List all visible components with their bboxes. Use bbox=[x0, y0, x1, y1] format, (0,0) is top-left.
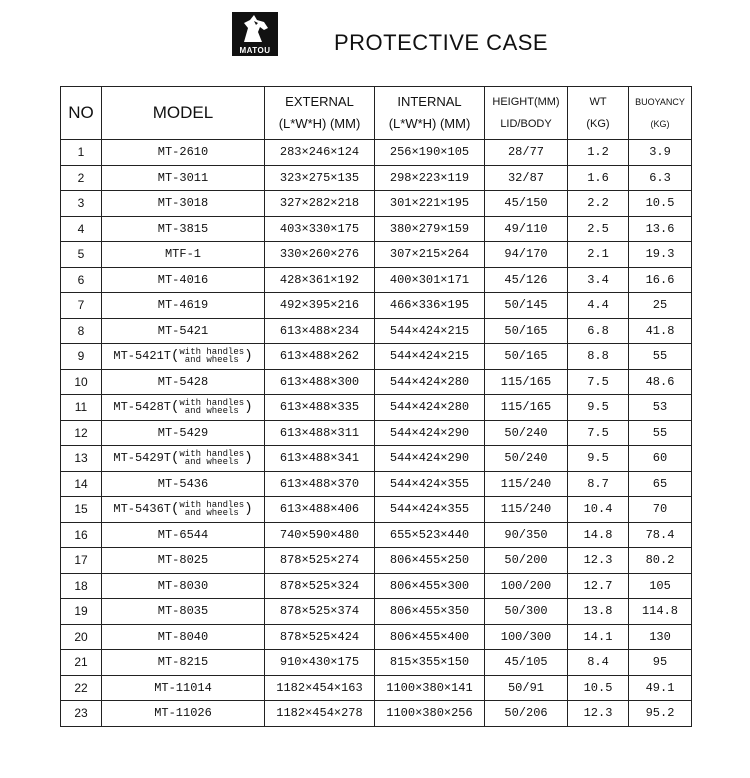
cell-external: 403×330×175 bbox=[265, 216, 375, 242]
cell-wt: 14.1 bbox=[568, 624, 629, 650]
cell-external: 878×525×374 bbox=[265, 599, 375, 625]
cell-wt: 9.5 bbox=[568, 446, 629, 472]
cell-external: 613×488×341 bbox=[265, 446, 375, 472]
cell-internal: 400×301×171 bbox=[375, 267, 485, 293]
cell-wt: 4.4 bbox=[568, 293, 629, 319]
cell-internal: 815×355×150 bbox=[375, 650, 485, 676]
cell-internal: 806×455×300 bbox=[375, 573, 485, 599]
table-row bbox=[61, 548, 692, 574]
cell-buoyancy: 19.3 bbox=[629, 242, 692, 268]
cell-wt: 7.5 bbox=[568, 369, 629, 395]
table-row bbox=[61, 318, 692, 344]
cell-external: 613×488×262 bbox=[265, 344, 375, 370]
table-row bbox=[61, 369, 692, 395]
cell-model: MT-8025 bbox=[102, 548, 265, 574]
cell-external: 613×488×370 bbox=[265, 471, 375, 497]
cell-wt: 2.2 bbox=[568, 191, 629, 217]
cell-model: MT-4619 bbox=[102, 293, 265, 319]
table-row bbox=[61, 191, 692, 217]
table-row bbox=[61, 267, 692, 293]
cell-model: MT-8215 bbox=[102, 650, 265, 676]
cell-buoyancy: 49.1 bbox=[629, 675, 692, 701]
cell-buoyancy: 95.2 bbox=[629, 701, 692, 727]
header-model: MODEL bbox=[102, 87, 265, 140]
table-row bbox=[61, 650, 692, 676]
cell-wt: 3.4 bbox=[568, 267, 629, 293]
cell-buoyancy: 78.4 bbox=[629, 522, 692, 548]
brand-logo bbox=[232, 12, 278, 56]
cell-buoyancy: 55 bbox=[629, 344, 692, 370]
cell-height: 100/200 bbox=[485, 573, 568, 599]
cell-buoyancy: 25 bbox=[629, 293, 692, 319]
cell-internal: 544×424×280 bbox=[375, 395, 485, 421]
cell-internal: 544×424×280 bbox=[375, 369, 485, 395]
cell-external: 1182×454×163 bbox=[265, 675, 375, 701]
cell-no: 8 bbox=[61, 318, 102, 344]
cell-model: MT-6544 bbox=[102, 522, 265, 548]
cell-internal: 806×455×350 bbox=[375, 599, 485, 625]
cell-height: 50/145 bbox=[485, 293, 568, 319]
cell-buoyancy: 48.6 bbox=[629, 369, 692, 395]
cell-external: 878×525×324 bbox=[265, 573, 375, 599]
cell-model: MT-5429 bbox=[102, 420, 265, 446]
cell-wt: 7.5 bbox=[568, 420, 629, 446]
header-internal: INTERNAL (L*W*H) (MM) bbox=[375, 87, 485, 140]
cell-no: 3 bbox=[61, 191, 102, 217]
cell-external: 878×525×424 bbox=[265, 624, 375, 650]
cell-wt: 12.7 bbox=[568, 573, 629, 599]
cell-no: 13 bbox=[61, 446, 102, 472]
cell-wt: 12.3 bbox=[568, 701, 629, 727]
cell-internal: 466×336×195 bbox=[375, 293, 485, 319]
cell-wt: 10.5 bbox=[568, 675, 629, 701]
cell-external: 283×246×124 bbox=[265, 140, 375, 166]
cell-buoyancy: 60 bbox=[629, 446, 692, 472]
cell-buoyancy: 105 bbox=[629, 573, 692, 599]
table-row bbox=[61, 701, 692, 727]
cell-model: MT-3815 bbox=[102, 216, 265, 242]
cell-external: 492×395×216 bbox=[265, 293, 375, 319]
cell-height: 45/105 bbox=[485, 650, 568, 676]
table-row bbox=[61, 599, 692, 625]
cell-height: 50/200 bbox=[485, 548, 568, 574]
cell-no: 9 bbox=[61, 344, 102, 370]
spec-table bbox=[60, 86, 692, 727]
cell-height: 45/150 bbox=[485, 191, 568, 217]
cell-external: 323×275×135 bbox=[265, 165, 375, 191]
table-row bbox=[61, 675, 692, 701]
header-no: NO bbox=[61, 87, 102, 140]
cell-wt: 6.8 bbox=[568, 318, 629, 344]
cell-external: 330×260×276 bbox=[265, 242, 375, 268]
cell-no: 12 bbox=[61, 420, 102, 446]
cell-buoyancy: 95 bbox=[629, 650, 692, 676]
cell-wt: 2.1 bbox=[568, 242, 629, 268]
cell-height: 115/240 bbox=[485, 471, 568, 497]
cell-no: 14 bbox=[61, 471, 102, 497]
cell-model: MT-5429T( with handles and wheels ) bbox=[102, 446, 265, 472]
cell-model: MT-5428 bbox=[102, 369, 265, 395]
cell-no: 19 bbox=[61, 599, 102, 625]
cell-wt: 12.3 bbox=[568, 548, 629, 574]
cell-external: 613×488×406 bbox=[265, 497, 375, 523]
cell-no: 7 bbox=[61, 293, 102, 319]
cell-buoyancy: 114.8 bbox=[629, 599, 692, 625]
cell-height: 50/206 bbox=[485, 701, 568, 727]
table-row bbox=[61, 140, 692, 166]
cell-wt: 8.8 bbox=[568, 344, 629, 370]
cell-internal: 380×279×159 bbox=[375, 216, 485, 242]
cell-no: 20 bbox=[61, 624, 102, 650]
cell-buoyancy: 6.3 bbox=[629, 165, 692, 191]
cell-height: 50/240 bbox=[485, 446, 568, 472]
table-row bbox=[61, 216, 692, 242]
cell-no: 10 bbox=[61, 369, 102, 395]
table-row bbox=[61, 573, 692, 599]
table-row bbox=[61, 471, 692, 497]
cell-buoyancy: 13.6 bbox=[629, 216, 692, 242]
cell-no: 4 bbox=[61, 216, 102, 242]
cell-height: 49/110 bbox=[485, 216, 568, 242]
cell-height: 115/165 bbox=[485, 395, 568, 421]
horse-head-icon bbox=[238, 14, 272, 44]
handles-wheels-note: with handles and wheels bbox=[179, 500, 245, 519]
cell-buoyancy: 65 bbox=[629, 471, 692, 497]
brand-name: MATOU bbox=[239, 46, 271, 55]
cell-buoyancy: 80.2 bbox=[629, 548, 692, 574]
cell-buoyancy: 3.9 bbox=[629, 140, 692, 166]
cell-wt: 14.8 bbox=[568, 522, 629, 548]
cell-wt: 13.8 bbox=[568, 599, 629, 625]
cell-model: MT-5421 bbox=[102, 318, 265, 344]
cell-buoyancy: 41.8 bbox=[629, 318, 692, 344]
cell-model: MT-5421T( with handles and wheels ) bbox=[102, 344, 265, 370]
handles-wheels-note: with handles and wheels bbox=[179, 347, 245, 366]
cell-model: MT-11026 bbox=[102, 701, 265, 727]
cell-internal: 298×223×119 bbox=[375, 165, 485, 191]
cell-wt: 8.7 bbox=[568, 471, 629, 497]
page-title: PROTECTIVE CASE bbox=[334, 30, 549, 55]
cell-buoyancy: 55 bbox=[629, 420, 692, 446]
cell-internal: 544×424×355 bbox=[375, 497, 485, 523]
cell-internal: 307×215×264 bbox=[375, 242, 485, 268]
cell-buoyancy: 70 bbox=[629, 497, 692, 523]
cell-no: 21 bbox=[61, 650, 102, 676]
header-height: HEIGHT(MM) LID/BODY bbox=[485, 87, 568, 140]
cell-model: MT-5428T( with handles and wheels ) bbox=[102, 395, 265, 421]
cell-internal: 655×523×440 bbox=[375, 522, 485, 548]
cell-wt: 1.2 bbox=[568, 140, 629, 166]
table-row bbox=[61, 624, 692, 650]
cell-model: MT-5436T( with handles and wheels ) bbox=[102, 497, 265, 523]
cell-no: 16 bbox=[61, 522, 102, 548]
table-row bbox=[61, 165, 692, 191]
cell-height: 50/91 bbox=[485, 675, 568, 701]
cell-external: 613×488×335 bbox=[265, 395, 375, 421]
cell-internal: 256×190×105 bbox=[375, 140, 485, 166]
cell-external: 740×590×480 bbox=[265, 522, 375, 548]
header-external: EXTERNAL (L*W*H) (MM) bbox=[265, 87, 375, 140]
cell-wt: 9.5 bbox=[568, 395, 629, 421]
cell-wt: 1.6 bbox=[568, 165, 629, 191]
table-row bbox=[61, 344, 692, 370]
cell-height: 115/240 bbox=[485, 497, 568, 523]
cell-wt: 8.4 bbox=[568, 650, 629, 676]
cell-external: 1182×454×278 bbox=[265, 701, 375, 727]
cell-internal: 544×424×215 bbox=[375, 344, 485, 370]
handles-wheels-note: with handles and wheels bbox=[179, 398, 245, 417]
cell-height: 115/165 bbox=[485, 369, 568, 395]
cell-no: 11 bbox=[61, 395, 102, 421]
cell-model: MT-8040 bbox=[102, 624, 265, 650]
table-row bbox=[61, 497, 692, 523]
cell-internal: 301×221×195 bbox=[375, 191, 485, 217]
cell-model: MTF-1 bbox=[102, 242, 265, 268]
cell-no: 18 bbox=[61, 573, 102, 599]
table-row bbox=[61, 242, 692, 268]
cell-external: 613×488×234 bbox=[265, 318, 375, 344]
header-buoyancy: BUOYANCY (KG) bbox=[629, 87, 692, 140]
cell-height: 50/165 bbox=[485, 344, 568, 370]
cell-internal: 544×424×290 bbox=[375, 446, 485, 472]
cell-no: 22 bbox=[61, 675, 102, 701]
cell-height: 32/87 bbox=[485, 165, 568, 191]
cell-model: MT-4016 bbox=[102, 267, 265, 293]
handles-wheels-note: with handles and wheels bbox=[179, 449, 245, 468]
cell-height: 45/126 bbox=[485, 267, 568, 293]
cell-height: 90/350 bbox=[485, 522, 568, 548]
cell-internal: 806×455×400 bbox=[375, 624, 485, 650]
cell-internal: 1100×380×141 bbox=[375, 675, 485, 701]
cell-no: 5 bbox=[61, 242, 102, 268]
cell-height: 50/240 bbox=[485, 420, 568, 446]
cell-model: MT-3018 bbox=[102, 191, 265, 217]
cell-buoyancy: 10.5 bbox=[629, 191, 692, 217]
cell-height: 50/300 bbox=[485, 599, 568, 625]
cell-external: 613×488×300 bbox=[265, 369, 375, 395]
cell-internal: 806×455×250 bbox=[375, 548, 485, 574]
cell-internal: 544×424×215 bbox=[375, 318, 485, 344]
cell-model: MT-3011 bbox=[102, 165, 265, 191]
cell-internal: 544×424×355 bbox=[375, 471, 485, 497]
table-row bbox=[61, 446, 692, 472]
cell-no: 2 bbox=[61, 165, 102, 191]
cell-height: 28/77 bbox=[485, 140, 568, 166]
table-row bbox=[61, 395, 692, 421]
cell-height: 100/300 bbox=[485, 624, 568, 650]
cell-buoyancy: 53 bbox=[629, 395, 692, 421]
cell-no: 23 bbox=[61, 701, 102, 727]
cell-internal: 1100×380×256 bbox=[375, 701, 485, 727]
cell-no: 15 bbox=[61, 497, 102, 523]
cell-model: MT-5436 bbox=[102, 471, 265, 497]
cell-external: 613×488×311 bbox=[265, 420, 375, 446]
cell-height: 50/165 bbox=[485, 318, 568, 344]
cell-height: 94/170 bbox=[485, 242, 568, 268]
cell-external: 428×361×192 bbox=[265, 267, 375, 293]
cell-external: 910×430×175 bbox=[265, 650, 375, 676]
cell-external: 878×525×274 bbox=[265, 548, 375, 574]
cell-external: 327×282×218 bbox=[265, 191, 375, 217]
cell-buoyancy: 130 bbox=[629, 624, 692, 650]
cell-model: MT-2610 bbox=[102, 140, 265, 166]
table-row bbox=[61, 420, 692, 446]
cell-no: 1 bbox=[61, 140, 102, 166]
cell-model: MT-11014 bbox=[102, 675, 265, 701]
header-row bbox=[61, 87, 692, 140]
cell-wt: 2.5 bbox=[568, 216, 629, 242]
cell-model: MT-8035 bbox=[102, 599, 265, 625]
table-row bbox=[61, 522, 692, 548]
cell-buoyancy: 16.6 bbox=[629, 267, 692, 293]
table-row bbox=[61, 293, 692, 319]
cell-no: 6 bbox=[61, 267, 102, 293]
cell-wt: 10.4 bbox=[568, 497, 629, 523]
cell-internal: 544×424×290 bbox=[375, 420, 485, 446]
header-wt: WT (KG) bbox=[568, 87, 629, 140]
cell-model: MT-8030 bbox=[102, 573, 265, 599]
cell-no: 17 bbox=[61, 548, 102, 574]
